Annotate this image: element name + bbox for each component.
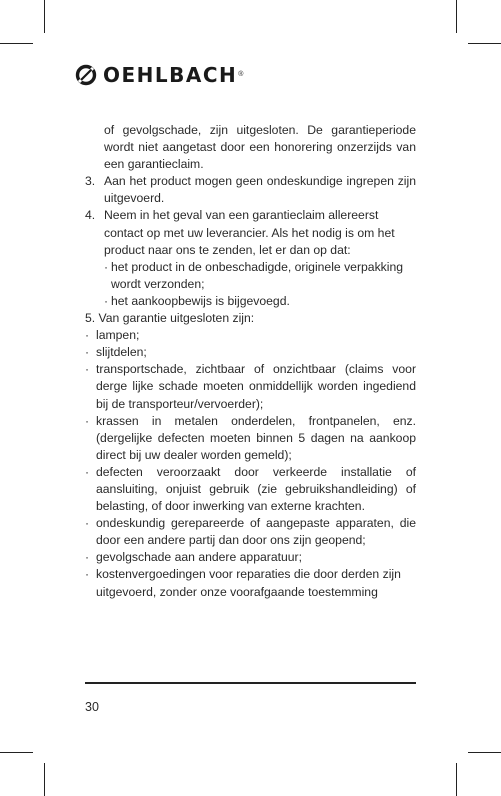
bullet-text: gevolgschade aan andere apparatuur; bbox=[96, 550, 302, 565]
continuation-paragraph: of gevolgschade, zijn uitgesloten. De garantieperiode wordt niet aangetast door een honorering onzerzijds van een garantieclaim. bbox=[104, 123, 416, 172]
sub-item bbox=[85, 293, 416, 310]
list-number: 4. bbox=[85, 208, 96, 223]
registered-mark: ® bbox=[238, 71, 244, 78]
bullet-marker: · bbox=[85, 550, 90, 565]
bullet-text: lampen; bbox=[96, 328, 140, 343]
brand-name: OEHLBACH bbox=[103, 63, 238, 87]
crop-mark-top-left bbox=[44, 0, 45, 33]
bullet-marker: · bbox=[85, 464, 90, 479]
bullet-item bbox=[85, 413, 416, 464]
sub-marker: · bbox=[104, 259, 109, 274]
crop-mark-bottom-right bbox=[456, 763, 457, 796]
bullet-text: kostenvergoedingen voor reparaties die door derden zijn uitgevoerd, zonder onze voorafgaande toestemming bbox=[96, 567, 401, 599]
bullet-item bbox=[85, 327, 416, 344]
bullet-marker: · bbox=[85, 345, 90, 360]
list-item-text: Aan het product mogen geen ondeskundige ingrepen zijn uitgevoerd. bbox=[104, 174, 416, 206]
footer-divider bbox=[85, 682, 416, 684]
bullet-marker: · bbox=[85, 413, 90, 428]
warranty-text bbox=[85, 122, 416, 601]
bullet-marker: · bbox=[85, 362, 90, 377]
bullet-item bbox=[85, 566, 416, 600]
list-item-3 bbox=[85, 173, 416, 207]
bullet-item bbox=[85, 344, 416, 361]
crop-mark-top-left bbox=[0, 43, 33, 44]
bullet-text: krassen in metalen onderdelen, frontpanelen, enz. (dergelijke defecten moeten binnen 5 dagen na aankoop direct bij uw dealer worden gemeld); bbox=[96, 413, 416, 462]
sub-marker: · bbox=[104, 293, 109, 308]
bullet-marker: · bbox=[85, 328, 90, 343]
bullet-marker: · bbox=[85, 516, 90, 531]
list-item-4 bbox=[85, 207, 416, 258]
section-5-heading: 5. Van garantie uitgesloten zijn: bbox=[85, 311, 255, 326]
oehlbach-swirl-icon bbox=[75, 64, 97, 86]
bullet-item bbox=[85, 515, 416, 549]
crop-mark-top-right bbox=[468, 43, 501, 44]
crop-mark-bottom-left bbox=[44, 763, 45, 796]
sub-item bbox=[85, 259, 416, 293]
bullet-item bbox=[85, 549, 416, 566]
bullet-item bbox=[85, 361, 416, 412]
sub-item-text: het product in de onbeschadigde, originele verpakking wordt verzonden; bbox=[111, 259, 404, 291]
bullet-marker: · bbox=[85, 567, 90, 582]
bullet-text: transportschade, zichtbaar of onzichtbaar (claims voor derge lijke schade moeten onmiddellijk worden ingediend bij de transporteur/vervoerder); bbox=[96, 362, 416, 411]
bullet-text: ondeskundig gerepareerde of aangepaste apparaten, die door een andere partij dan door ons zijn geopend; bbox=[96, 516, 416, 548]
crop-mark-bottom-right bbox=[468, 752, 501, 753]
sub-item-text: het aankoopbewijs is bijgevoegd. bbox=[111, 293, 290, 308]
bullet-text: slijtdelen; bbox=[96, 345, 147, 360]
list-number: 3. bbox=[85, 174, 96, 189]
page-number: 30 bbox=[85, 700, 99, 714]
crop-mark-top-right bbox=[456, 0, 457, 33]
crop-mark-bottom-left bbox=[0, 752, 33, 753]
list-item-text: Neem in het geval van een garantieclaim allereerst contact op met uw leverancier. Als het nodig is om het product naar ons te zenden, let er dan op dat: bbox=[104, 208, 395, 257]
bullet-item bbox=[85, 464, 416, 515]
bullet-text: defecten veroorzaakt door verkeerde installatie of aansluiting, onjuist gebruik (zie gebruikshandleiding) of belasting, of door inwerking van externe krachten. bbox=[96, 464, 416, 514]
brand-logo bbox=[75, 62, 243, 88]
